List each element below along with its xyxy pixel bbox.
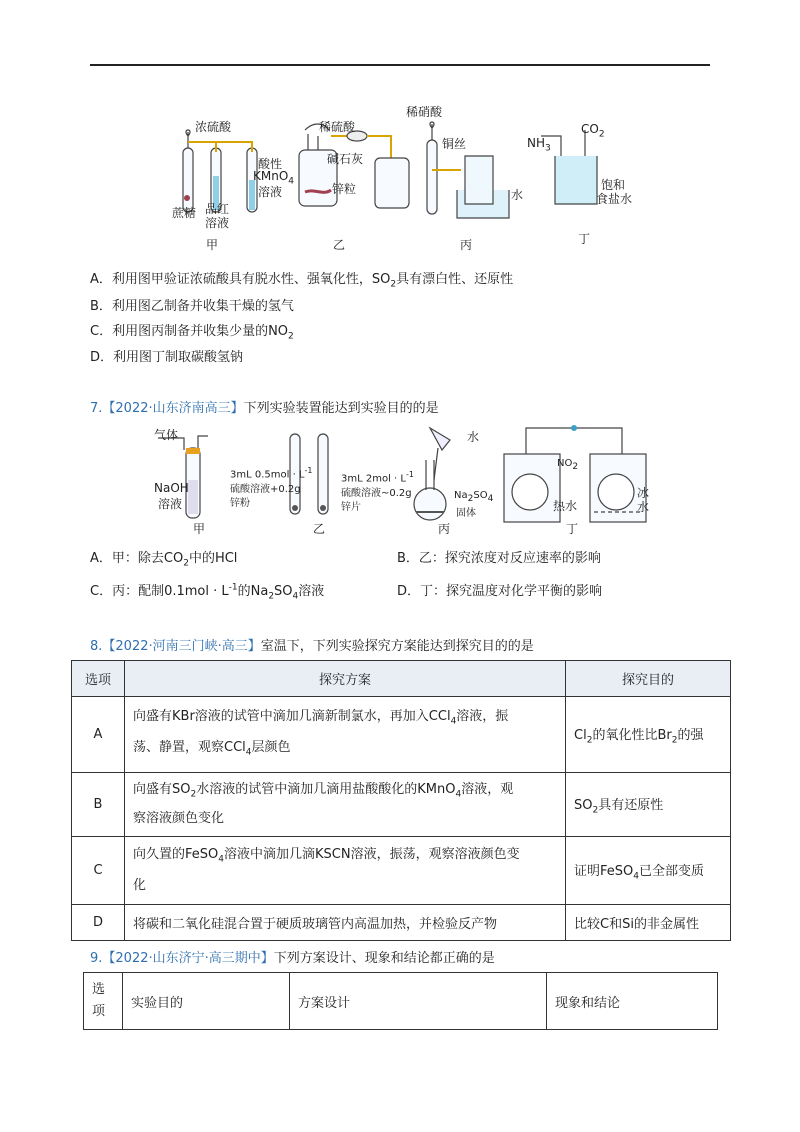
q8-row-b-option: B [72,773,125,837]
q9-table [83,972,718,1030]
q8-table [71,660,731,941]
table-row [72,905,731,941]
q7-option-b: B．乙：探究浓度对反应速率的影响 [397,551,601,566]
q6-label-brine-2: 食盐水 [596,192,633,206]
q7-label-tube1-2: 硫酸溶液+0.2g [230,484,301,495]
q7-label-tube2-2: 硫酸溶液~0.2g [341,488,412,499]
q7-label-solid: 固体 [456,508,476,519]
q8-header-option: 选项 [72,661,125,697]
q6-label-nh3: $NH_3$ [527,136,551,154]
q6-option-a: A．利用图甲验证浓硫酸具有脱水性、强氧化性，$SO_2$具有漂白性、还原性 [90,272,514,290]
q8-row-c-option: C [72,837,125,905]
q6-label-kmno4-1: 酸性 [258,157,283,171]
q6-label-yi: 乙 [333,238,346,252]
q7-label-no2: $NO_2$ [557,458,579,472]
q7-label-bing: 丙 [438,522,451,536]
q7-option-a: A．甲：除去$CO_2$中的HCl [90,551,238,569]
q8-row-d-option: D [72,905,125,941]
q6-option-c: C．利用图丙制备并收集少量的$NO_2$ [90,324,294,342]
q7-option-d: D．丁：探究温度对化学平衡的影响 [397,584,603,599]
q7-label-hot-water: 热水 [553,499,578,513]
q8-header-plan: 探究方案 [125,661,566,697]
q7-option-c: C．丙：配制$0.1mol \cdot L^{-1}$的$Na_2SO_4$溶液 [90,582,325,602]
q9-stem: 下列方案设计、现象和结论都正确的是 [273,951,495,966]
q8-row-b-plan: 向盛有$SO_2$水溶液的试管中滴加几滴用盐酸酸化的KMnO$_4$溶液，观 察溶液颜色变化 [125,773,566,837]
q6-label-conc-h2so4: 浓硫酸 [195,120,232,134]
q6-label-jia: 甲 [206,238,219,252]
q8-heading [90,635,534,654]
q9-header-design: 方案设计 [290,973,547,1030]
q9-source: 【2022·山东济宁·高三期中】 [102,951,274,966]
q7-label-ding: 丁 [566,522,579,536]
q6-label-soda-lime: 碱石灰 [327,152,364,166]
q7-label-ice-1: 冰 [637,486,650,500]
table-row [72,697,731,773]
q9-heading [90,947,495,966]
q9-header-option: 选 项 [84,973,123,1030]
q8-table-header [72,661,731,697]
q7-label-na2so4: $Na_2SO_4$ [454,490,494,504]
q7-label-ice-2: 水 [637,500,650,514]
q7-label-jia: 甲 [193,522,206,536]
q6-label-pinhong-2: 溶液 [205,216,230,230]
q8-stem: 室温下，下列实验探究方案能达到探究目的的是 [260,639,534,654]
q6-label-kmno4-2: KMnO$_4$ [253,169,295,187]
q8-header-purpose: 探究目的 [566,661,731,697]
q7-label-gas: 气体 [154,428,179,442]
q8-row-a-plan: 向盛有KBr溶液的试管中滴加几滴新制氯水，再加入CCl$_4$溶液，振 荡、静置，观察CCl$_4$层颜色 [125,697,566,773]
q6-label-sucrose: 蔗糖 [172,206,197,220]
q6-option-b: B．利用图乙制备并收集干燥的氢气 [90,299,294,314]
q9-number: 9. [90,951,103,966]
q7-label-water: 水 [467,430,480,444]
q7-label-tube1-1: 3mL $0.5mol \cdot L^{-1}$ [230,466,313,481]
q6-label-dilute-hno3: 稀硝酸 [406,105,443,119]
q8-row-d-plan: 将碳和二氧化硅混合置于硬质玻璃管内高温加热，并检验反产物 [125,905,566,941]
q8-number: 8. [90,639,103,654]
table-row [72,773,731,837]
q7-source: 【2022·山东济南高三】 [102,401,244,416]
q6-option-d: D．利用图丁制取碳酸氢钠 [90,350,244,365]
q6-label-brine-1: 饱和 [601,178,626,192]
q6-apparatus-figure [165,100,635,250]
q6-label-ding: 丁 [578,232,591,246]
q8-row-c-purpose: 证明FeSO$_4$已全部变质 [566,837,731,905]
q7-heading [90,397,439,416]
q6-label-pinhong-1: 品红 [205,202,230,216]
q6-label-co2: $CO_2$ [581,122,605,140]
q6-label-kmno4-3: 溶液 [258,185,283,199]
q8-row-d-purpose: 比较C和Si的非金属性 [566,905,731,941]
q7-label-naoh-2: 溶液 [158,497,183,511]
q8-source: 【2022·河南三门峡·高三】 [102,639,261,654]
q9-table-header [84,973,718,1030]
top-rule [90,64,710,66]
q8-row-a-purpose: $Cl_2$的氧化性比$Br_2$的强 [566,697,731,773]
q6-label-dilute-h2so4: 稀硫酸 [319,120,356,134]
q7-label-tube2-3: 锌片 [341,502,361,513]
q6-label-cu-wire: 铜丝 [442,137,467,151]
q6-label-water: 水 [511,188,524,202]
q7-number: 7. [90,401,103,416]
q7-stem: 下列实验装置能达到实验目的的是 [243,401,439,416]
q7-label-tube1-3: 锌粉 [230,498,250,509]
q8-row-b-purpose: $SO_2$具有还原性 [566,773,731,837]
q6-label-bing: 丙 [460,238,473,252]
table-row [72,837,731,905]
q8-row-c-plan: 向久置的FeSO$_4$溶液中滴加几滴KSCN溶液，振荡，观察溶液颜色变 化 [125,837,566,905]
q9-header-result: 现象和结论 [547,973,718,1030]
q6-label-zinc: 锌粒 [332,182,357,196]
q7-label-naoh-1: NaOH [154,481,189,495]
q8-row-a-option: A [72,697,125,773]
q7-label-tube2-1: 3mL $2mol \cdot L^{-1}$ [341,470,414,485]
q7-label-yi: 乙 [313,522,326,536]
q9-header-purpose: 实验目的 [123,973,290,1030]
